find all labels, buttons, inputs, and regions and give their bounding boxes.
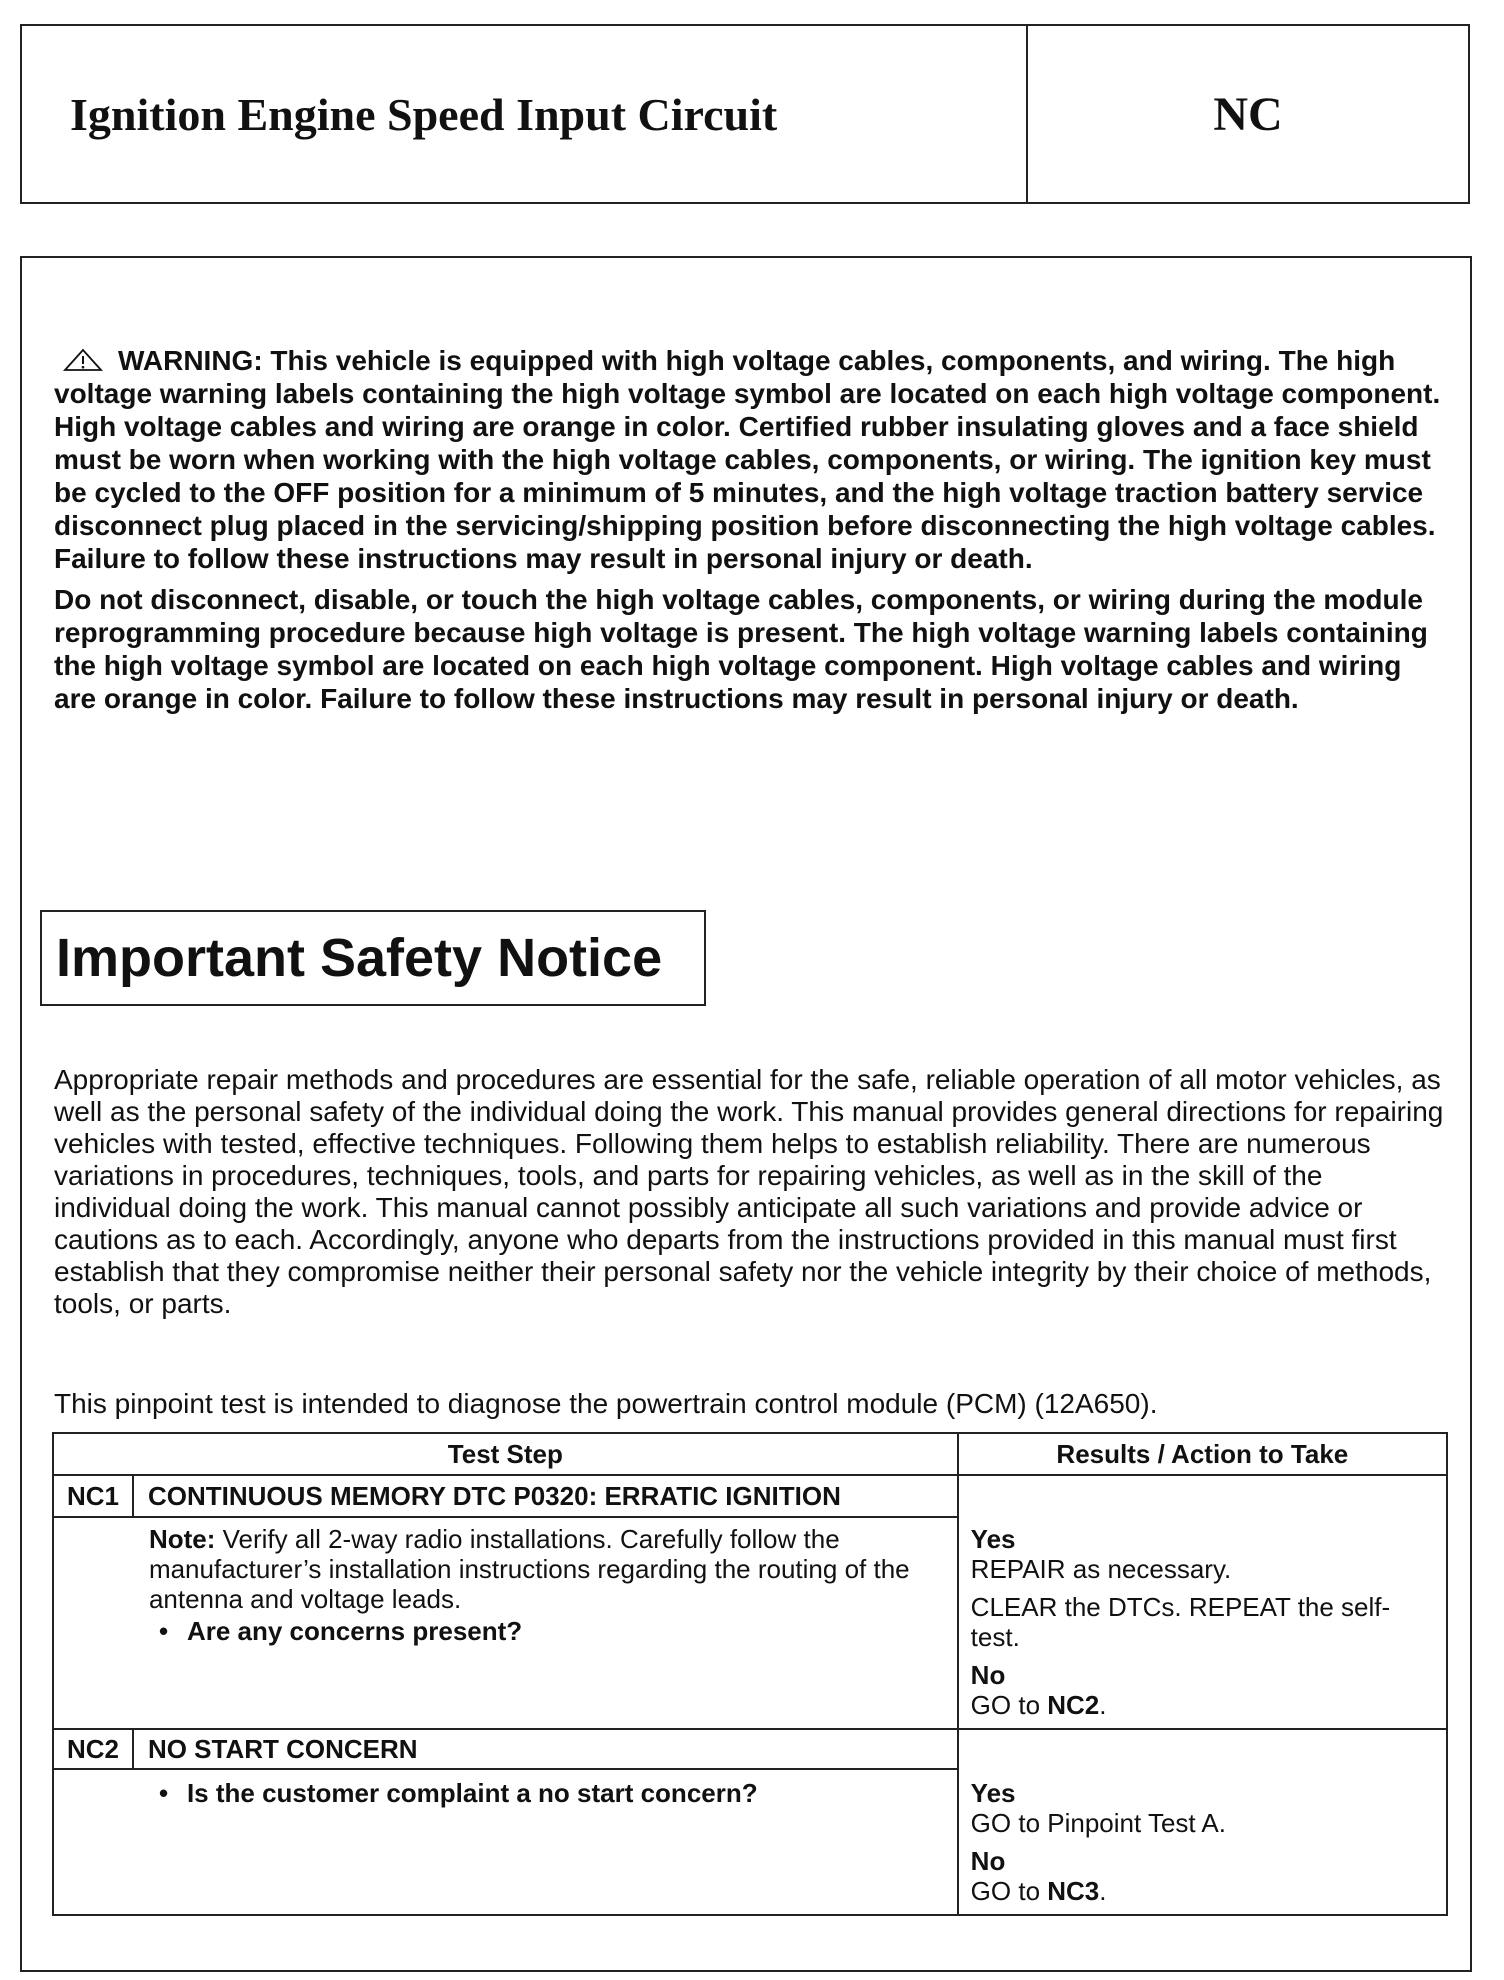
step-body — [133, 1517, 958, 1729]
test-step-table — [52, 1432, 1448, 1916]
warning-triangle-icon — [62, 348, 104, 372]
step-body — [133, 1769, 958, 1915]
table-header-row — [53, 1433, 1447, 1475]
no-target: NC3 — [1047, 1876, 1100, 1906]
step-note: Note: Verify all 2-way radio installations. Carefully follow the manufacturer’s installation instructions regarding the routing of the antenna and voltage leads. — [148, 1524, 910, 1615]
step-question: • Are any concerns present? — [158, 1616, 523, 1647]
yes-action-1: GO to Pinpoint Test A. — [970, 1808, 1226, 1838]
no-label: No — [970, 1660, 1006, 1690]
step-results — [958, 1475, 1447, 1729]
no-target: NC2 — [1047, 1690, 1100, 1720]
warning-paragraph-1 — [54, 344, 1444, 575]
table-row — [53, 1475, 1447, 1517]
step-id: NC2 — [53, 1729, 133, 1769]
pinpoint-intro: This pinpoint test is intended to diagnose the powertrain control module (PCM) (12A650). — [54, 1388, 1158, 1419]
safety-notice-heading: Important Safety Notice — [40, 910, 706, 1006]
no-label: No — [970, 1846, 1006, 1876]
warning-paragraph-2: Do not disconnect, disable, or touch the high voltage cables, components, or wiring during the module reprogramming procedure because high voltage is present. The high voltage warning labels containing the high voltage symbol are located on each high voltage component. High voltage cables and wiring are orange in color. Failure to follow these instructions may result in personal injury or death. — [54, 584, 1428, 714]
yes-label: Yes — [970, 1524, 1016, 1554]
main-content — [20, 256, 1472, 1972]
yes-label: Yes — [970, 1778, 1016, 1808]
page-header — [20, 24, 1470, 204]
step-title: CONTINUOUS MEMORY DTC P0320: ERRATIC IGNITION — [133, 1475, 958, 1517]
results-header: Results / Action to Take — [958, 1433, 1447, 1475]
step-question: • Is the customer complaint a no start concern? — [158, 1778, 758, 1809]
step-title: NO START CONCERN — [133, 1729, 958, 1769]
no-action: GO to NC2. — [970, 1690, 1107, 1720]
page-title: Ignition Engine Speed Input Circuit — [70, 88, 778, 140]
yes-action-2: CLEAR the DTCs. REPEAT the self-test. — [970, 1592, 1391, 1652]
warning-section — [54, 344, 1444, 723]
empty-id-cell — [53, 1517, 133, 1729]
table-row — [53, 1729, 1447, 1769]
safety-notice-text: Appropriate repair methods and procedures are essential for the safe, reliable operation of all motor vehicles, as well as the personal safety of the individual doing the work. This manual provides general directions for repairing vehicles with tested, effective techniques. Following them helps to establish reliability. There are numerous variations in procedures, techniques, tools, and parts for repairing vehicles, as well as in the skill of the individual doing the work. This manual cannot possibly anticipate all such variations and provide advice or cautions as to each. Accordingly, anyone who departs from the instructions provided in this manual must first establish that they compromise neither their personal safety nor the vehicle integrity by their choice of methods, tools, or parts. — [54, 1064, 1444, 1319]
warning-text-1: WARNING: This vehicle is equipped with high voltage cables, components, and wiring. The high voltage warning labels containing the high voltage symbol are located on each high voltage component. High voltage cables and wiring are orange in color. Certified rubber insulating gloves and a face shield must be worn when working with the high voltage cables, components, or wiring. The ignition key must be cycled to the OFF position for a minimum of 5 minutes, and the high voltage traction battery service disconnect plug placed in the servicing/shipping position before disconnecting the high voltage cables. Failure to follow these instructions may result in personal injury or death. — [54, 345, 1441, 574]
step-id: NC1 — [53, 1475, 133, 1517]
safety-notice-body — [54, 1064, 1444, 1320]
test-code: NC — [1026, 26, 1468, 202]
empty-id-cell — [53, 1769, 133, 1915]
step-results — [958, 1729, 1447, 1915]
no-action: GO to NC3. — [970, 1876, 1107, 1906]
yes-action-1: REPAIR as necessary. — [970, 1554, 1232, 1584]
test-step-header: Test Step — [53, 1433, 958, 1475]
